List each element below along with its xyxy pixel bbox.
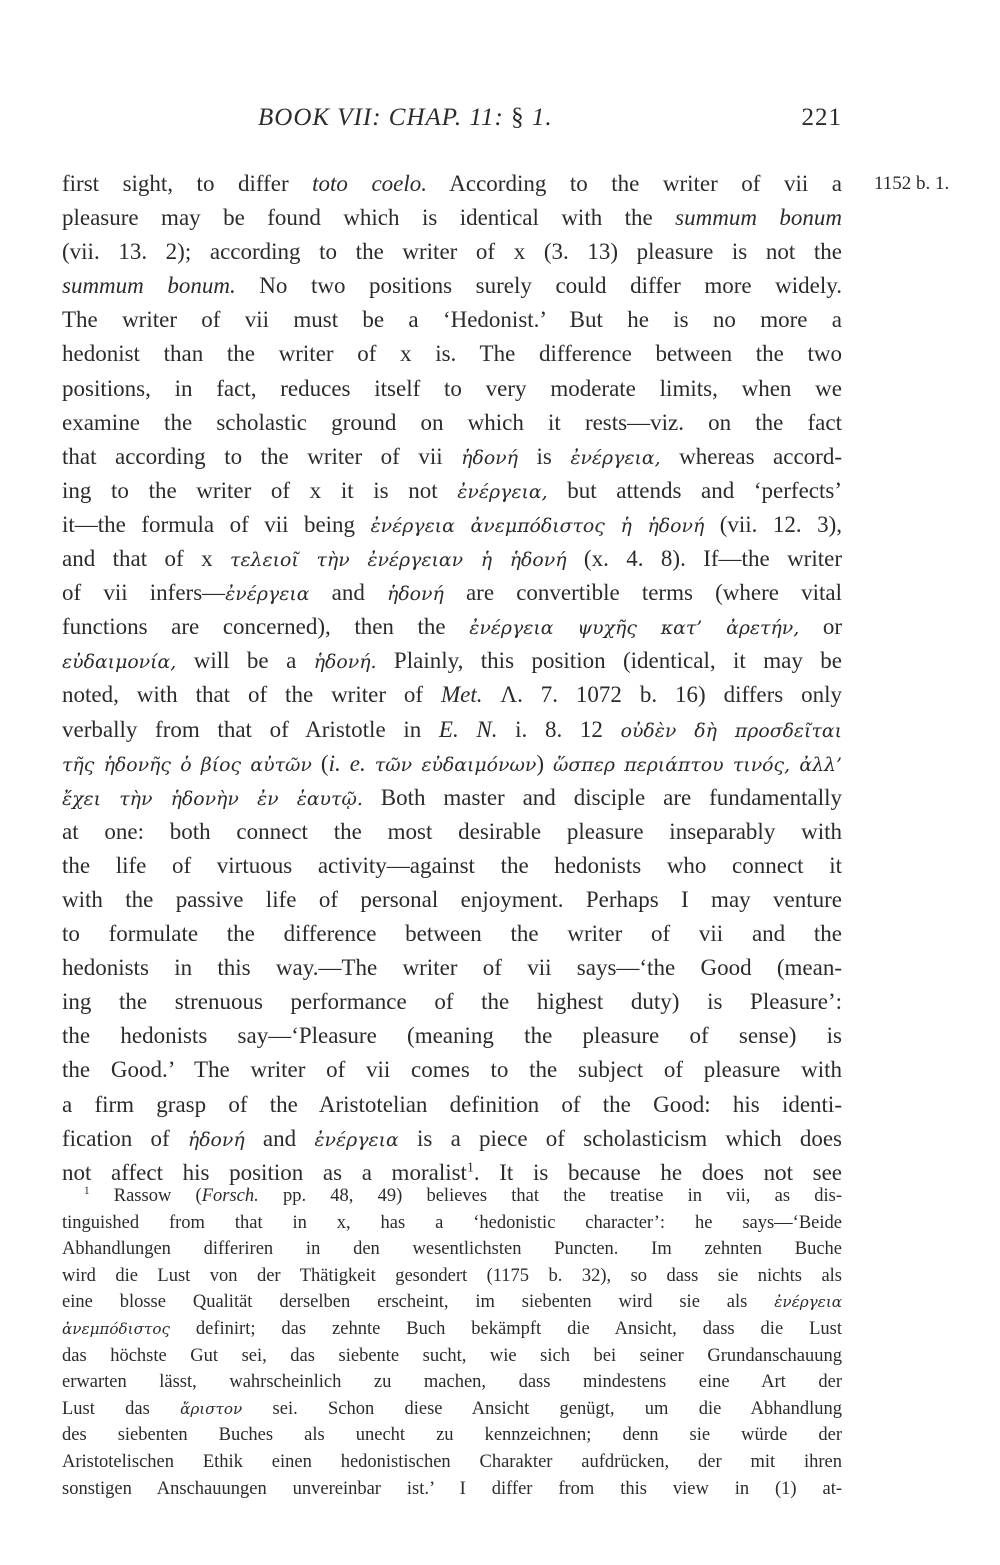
- text-line: [62, 610, 842, 644]
- text-run: noted, with that of the writer of: [62, 682, 441, 708]
- greek-phrase: ἀνεμπόδιστος: [62, 1319, 170, 1338]
- text-run: Rassow (: [89, 1186, 202, 1206]
- text-run: . It is because he does not see: [473, 1159, 842, 1185]
- text-line: [62, 508, 842, 542]
- footnote-marker: 1: [466, 1159, 474, 1175]
- text-run: and: [309, 580, 388, 606]
- greek-phrase: ἡδονή: [187, 1128, 245, 1151]
- greek-phrase: ἐνέργεια: [774, 1293, 842, 1312]
- text-run: (vii. 12. 3),: [704, 511, 842, 537]
- text-run: whereas accord-: [660, 443, 842, 469]
- text-run: Λ. 7. 1072 b. 16) differs only: [482, 682, 843, 708]
- greek-phrase: ἐνέργεια ἀνεμπόδιστος ἡ ἡδονή: [370, 514, 705, 537]
- text-line: [62, 781, 842, 815]
- greek-phrase: ἡδονή: [461, 446, 518, 469]
- text-run: ing to the writer of x it is not: [62, 477, 458, 503]
- footnote-line: erwarten lässt, wahrscheinlich zu machen, dass mindestens eine Art der: [62, 1372, 842, 1393]
- text-line: with the passive life of personal enjoyment. Perhaps I may venture: [62, 886, 842, 912]
- text-line: (vii. 13. 2); according to the writer of x (3. 13) pleasure is not the: [62, 239, 842, 265]
- text-run: functions are concerned), then the: [62, 614, 470, 640]
- text-line: at one: both connect the most desirable pleasure inseparably with: [62, 818, 842, 844]
- text-run: are convertible terms (where vital: [443, 580, 842, 606]
- text-line: [62, 542, 842, 576]
- footnote-line: [62, 1316, 842, 1343]
- main-text: [62, 167, 842, 1190]
- italic-phrase: Met.: [440, 682, 483, 708]
- text-line: to formulate the difference between the writer of vii and the: [62, 921, 842, 947]
- text-line: [62, 678, 842, 712]
- text-run: i. 8. 12: [497, 716, 621, 742]
- greek-phrase: τελειοῖ τὴν ἐνέργειαν ἡ ἡδονή: [230, 549, 567, 572]
- footnote-line: [62, 1289, 842, 1316]
- text-line: hedonist than the writer of x is. The difference between the two: [62, 341, 842, 367]
- text-run: of vii infers—: [62, 580, 226, 606]
- text-run: it—the formula of vii being: [62, 511, 371, 537]
- section-sign: §: [511, 104, 525, 131]
- text-line: the Good.’ The writer of vii comes to the subject of pleasure with: [62, 1057, 842, 1083]
- text-line: [62, 713, 842, 747]
- italic-phrase: toto coelo.: [312, 171, 428, 196]
- text-line: [62, 644, 842, 678]
- text-line: a firm grasp of the Aristotelian definition of the Good: his identi-: [62, 1091, 842, 1117]
- greek-phrase: εὐδαιμονία,: [62, 651, 177, 674]
- page-number: 221: [801, 104, 842, 131]
- greek-phrase: ἡδονή: [387, 583, 444, 606]
- footnote-line: das höchste Gut sei, das siebente sucht, wie sich bei seiner Grundanschauung: [62, 1345, 842, 1366]
- text-run: but attends and ‘perfects’: [547, 477, 842, 503]
- text-line: The writer of vii must be a ‘Hedonist.’ But he is no more a: [62, 307, 842, 333]
- text-line: [62, 201, 842, 235]
- footnote-line: tinguished from that in x, has a ‘hedonistic character’: he says—‘Beide: [62, 1212, 842, 1233]
- text-line: the hedonists say—‘Pleasure (meaning the pleasure of sense) is: [62, 1023, 842, 1049]
- italic-phrase: Forsch.: [201, 1186, 259, 1206]
- text-line: [62, 1122, 842, 1156]
- greek-phrase: τῆς ἡδονῆς ὁ βίος αὐτῶν: [62, 753, 312, 776]
- text-run: pp. 48, 49) believes that the treatise in vii, as dis-: [258, 1186, 842, 1206]
- footnote: [62, 1183, 842, 1502]
- text-run: verbally from that of Aristotle in: [62, 716, 439, 742]
- greek-phrase: ἄριστον: [180, 1399, 243, 1418]
- marginal-reference: 1152 b. 1.: [874, 173, 950, 194]
- footnote-line: wird die Lust von der Thätigkeit gesondert (1175 b. 32), so dass sie nichts als: [62, 1265, 842, 1286]
- footnote-number: 1: [84, 1184, 90, 1197]
- text-run: eine blosse Qualität derselben erscheint, im siebenten wird sie als: [62, 1292, 775, 1313]
- text-run: ): [536, 750, 554, 776]
- text-line: [62, 440, 842, 474]
- text-run: that according to the writer of vii: [62, 443, 462, 469]
- running-head: [62, 104, 842, 138]
- heading-text: BOOK VII: CHAP. 11:: [258, 104, 512, 131]
- text-line: positions, in fact, reduces itself to very moderate limits, when we: [62, 375, 842, 401]
- text-run: will be a: [176, 648, 314, 674]
- text-line: ing the strenuous performance of the highest duty) is Pleasure’:: [62, 989, 842, 1015]
- chapter-heading: [258, 104, 553, 132]
- greek-phrase: οὐδὲν δὴ προσδεῖται: [620, 719, 843, 742]
- text-run: and: [244, 1125, 315, 1151]
- italic-phrase: summum bonum.: [62, 273, 236, 299]
- footnote-line: Abhandlungen differiren in den wesentlichsten Puncten. Im zehnten Buche: [62, 1239, 842, 1260]
- text-run: sei. Schon diese Ansicht genügt, um die Abhandlung: [242, 1398, 843, 1419]
- text-run: [366, 751, 375, 776]
- italic-phrase: i. e.: [328, 750, 366, 776]
- greek-phrase: ἐνέργεια,: [570, 446, 661, 469]
- greek-phrase: ἐνέργεια: [225, 583, 310, 606]
- text-line: [62, 576, 842, 610]
- greek-phrase: ἐνέργεια,: [457, 480, 548, 503]
- greek-phrase: ἡδονή.: [313, 651, 377, 674]
- text-line: hedonists in this way.—The writer of vii says—‘the Good (mean-: [62, 955, 842, 981]
- text-line: [62, 474, 842, 508]
- text-run: Lust das: [62, 1398, 181, 1419]
- text-run: first sight, to differ: [62, 171, 313, 196]
- footnote-line: sonstigen Anschauungen unvereinbar ist.’ I differ from this view in (1) at-: [62, 1478, 842, 1499]
- text-run: and that of x: [62, 546, 231, 572]
- text-line: [62, 269, 842, 303]
- italic-phrase: E. N.: [438, 716, 498, 742]
- italic-phrase: summum bonum: [675, 205, 842, 231]
- text-run: No two positions surely could differ more widely.: [235, 273, 843, 299]
- text-run: Both master and disciple are fundamentally: [362, 784, 842, 810]
- text-run: or: [799, 614, 842, 640]
- footnote-line: Aristotelischen Ethik einen hedonistischen Charakter aufdrücken, der mit ihren: [62, 1451, 842, 1472]
- text-run: fication of: [62, 1125, 188, 1151]
- greek-phrase: ἔχει τὴν ἡδονὴν ἐν ἑαυτῷ.: [62, 787, 363, 810]
- greek-phrase: ὥσπερ περιάπτου τινός, ἀλλ’: [553, 753, 842, 776]
- heading-section-number: 1.: [524, 104, 553, 131]
- footnote-line: [62, 1396, 842, 1423]
- greek-phrase: τῶν εὐδαιμόνων: [374, 753, 537, 776]
- text-run: is: [517, 443, 571, 469]
- text-run: Plainly, this position (identical, it may be: [376, 648, 842, 674]
- text-line: [62, 167, 842, 201]
- text-line: examine the scholastic ground on which it rests—viz. on the fact: [62, 409, 842, 435]
- text-run: not affect his position as a moralist: [62, 1159, 467, 1185]
- text-run: is a piece of scholasticism which does: [398, 1125, 842, 1151]
- footnote-line: [62, 1183, 842, 1210]
- text-run: According to the writer of vii a: [427, 171, 842, 196]
- text-run: definirt; das zehnte Buch bekämpft die Ansicht, dass die Lust: [169, 1318, 842, 1339]
- text-line: [62, 747, 842, 781]
- greek-phrase: ἐνέργεια: [314, 1128, 399, 1151]
- text-run: pleasure may be found which is identical with the: [62, 205, 676, 231]
- text-run: (x. 4. 8). If—the writer: [566, 546, 842, 572]
- text-line: the life of virtuous activity—against the hedonists who connect it: [62, 852, 842, 878]
- greek-phrase: ἐνέργεια ψυχῆς κατ’ ἀρετήν,: [469, 617, 800, 640]
- footnote-line: des siebenten Buches als unecht zu kennzeichnen; denn sie würde der: [62, 1425, 842, 1446]
- text-run: (: [311, 750, 329, 776]
